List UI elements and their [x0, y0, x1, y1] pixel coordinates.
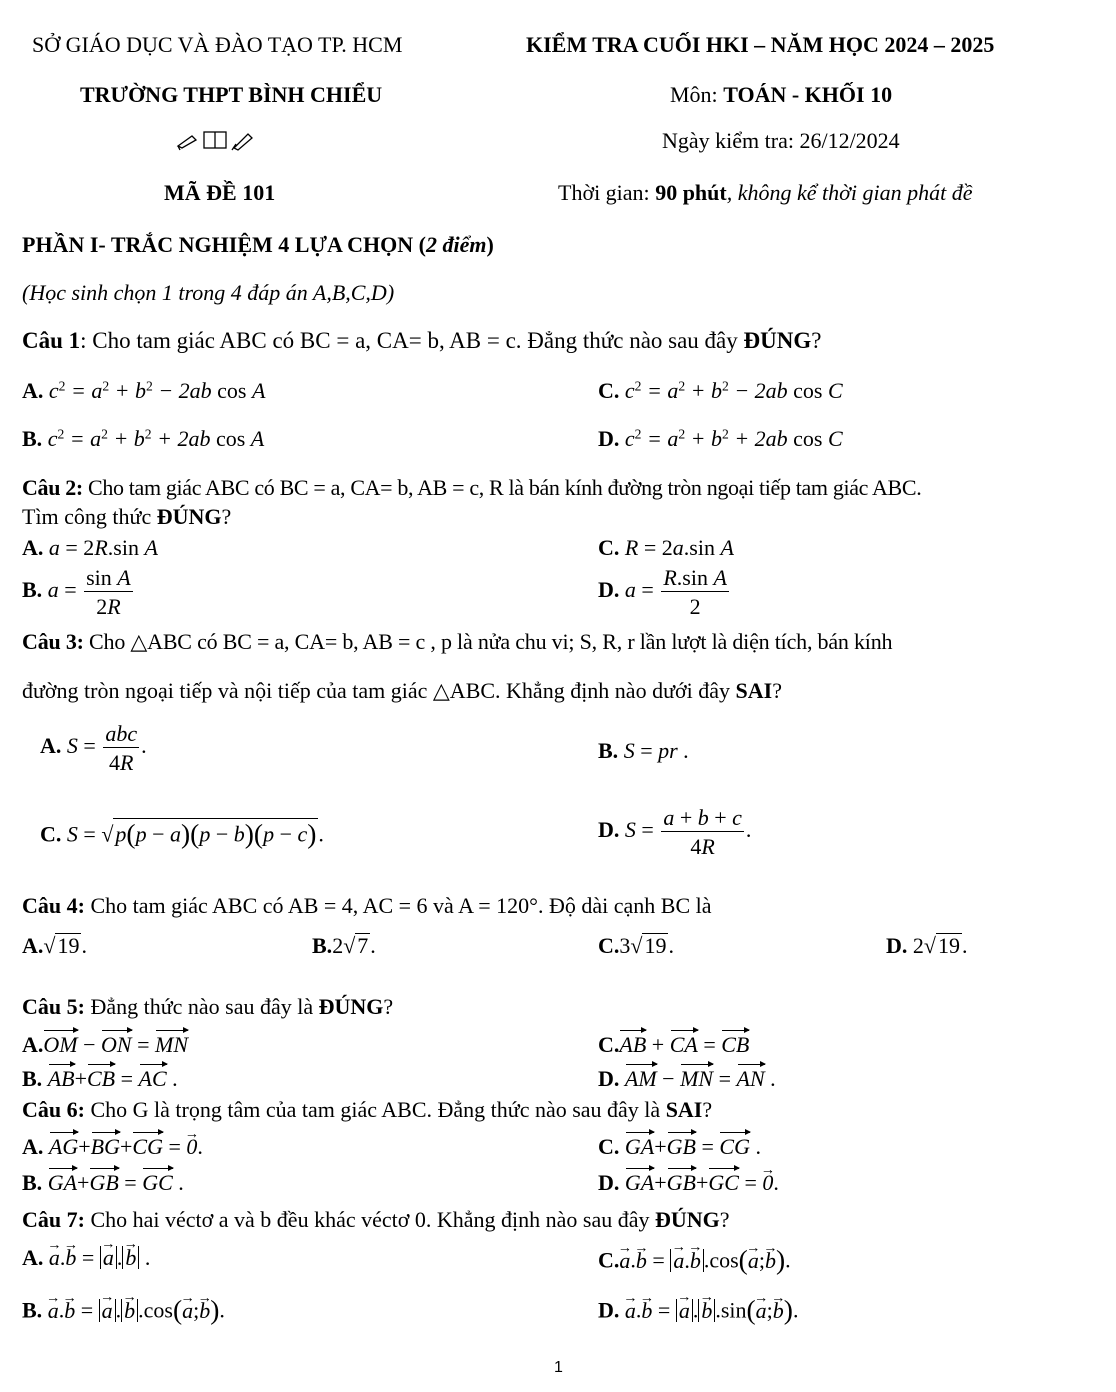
- q5-option-b: B. AB+CB = AC .: [22, 1066, 178, 1091]
- q7-option-d: D. → a.→ b = → a .→ b .sin(→ a;→ b).: [598, 1296, 798, 1324]
- q7-end: ?: [719, 1207, 730, 1232]
- subject-label: Môn:: [670, 82, 724, 107]
- question-7: [22, 1209, 730, 1231]
- question-3: [22, 631, 892, 653]
- q3-end: ?: [772, 678, 782, 703]
- q6-option-d: D. GA+GB+GC = → 0.: [598, 1172, 779, 1194]
- part1-title-close: ): [486, 232, 494, 257]
- question-4: [22, 895, 712, 917]
- q5-b-label: B.: [22, 1066, 43, 1091]
- q3-text1: Cho △ABC có BC = a, CA= b, AB = c , p là nửa chu vi; S, R, r lần lượt là diện tích, bán kính: [83, 629, 893, 654]
- q1-c-label: C.: [598, 378, 620, 403]
- q7-d-label: D.: [598, 1297, 620, 1323]
- q4-b-label: B.: [312, 933, 333, 958]
- question-1: [22, 329, 821, 352]
- q1-label: Câu 1: [22, 328, 81, 353]
- q2-line2: Tìm công thức: [22, 504, 157, 529]
- part1-points: 2 điểm: [425, 232, 487, 257]
- q5-emph: ĐÚNG: [318, 994, 384, 1019]
- question-2-line2: [22, 506, 231, 528]
- q7-a-label: A.: [22, 1245, 44, 1270]
- q2-label: Câu 2:: [22, 475, 83, 500]
- q2-d-label: D.: [598, 577, 620, 603]
- q3-option-c: C. S = √p(p − a)(p − b)(p − c).: [40, 818, 324, 849]
- q3-option-d: D. S = $\frac{a + b + c}{4R}$ .: [598, 805, 752, 860]
- q7-option-a: A. → a.→ b = → a .→ b .: [22, 1246, 150, 1269]
- department-name: SỞ GIÁO DỤC VÀ ĐÀO TẠO TP. HCM: [32, 32, 403, 57]
- question-6: [22, 1099, 712, 1121]
- q5-option-d: D. AM − MN = AN .: [598, 1066, 776, 1091]
- q6-c-label: C.: [598, 1134, 620, 1159]
- question-2: [22, 477, 921, 499]
- q7-option-c: C.→ a.→ b = → a.→ b .cos(→ a;→ b).: [598, 1246, 791, 1274]
- q4-option-d: D. 2√19.: [886, 933, 968, 958]
- q4-text: Cho tam giác ABC có AB = 4, AC = 6 và A = 120°. Độ dài cạnh BC là: [84, 893, 712, 918]
- q4-d-label: D.: [886, 933, 908, 958]
- q2-emph: ĐÚNG: [156, 504, 222, 529]
- q6-text: Cho G là trọng tâm của tam giác ABC. Đẳng thức nào sau đây là: [84, 1097, 666, 1122]
- q2-text: Cho tam giác ABC có BC = a, CA= b, AB = c, R là bán kính đường tròn ngoại tiếp tam giác ABC.: [82, 475, 922, 500]
- q3-d-label: D.: [598, 817, 620, 843]
- q6-emph: SAI: [665, 1097, 703, 1122]
- q2-end: ?: [221, 504, 232, 529]
- book-pen-icon: [176, 128, 256, 152]
- q2-c-label: C.: [598, 535, 620, 560]
- q6-a-label: A.: [22, 1134, 44, 1159]
- q4-option-c: C.3√19.: [598, 933, 674, 958]
- time-label: Thời gian:: [558, 180, 656, 205]
- q3-option-b: B. S = pr .: [598, 738, 689, 763]
- q4-a-label: A.: [22, 933, 44, 958]
- q3-text2: đường tròn ngoại tiếp và nội tiếp của tam giác △ABC. Khẳng định nào dưới đây: [22, 678, 736, 703]
- q2-option-c: C. R = 2a.sin A: [598, 535, 734, 560]
- exam-title: KIỂM TRA CUỐI HKI – NĂM HỌC 2024 – 2025: [526, 32, 995, 57]
- q1-emph: ĐÚNG: [743, 328, 812, 353]
- part1-title-text: PHẦN I- TRẮC NGHIỆM 4 LỰA CHỌN (: [22, 232, 426, 257]
- question-3-line2: [22, 680, 782, 702]
- q3-label: Câu 3:: [22, 629, 84, 654]
- q7-text: Cho hai véctơ a và b đều khác véctơ 0. Khẳng định nào sau đây: [84, 1207, 655, 1232]
- question-5: [22, 996, 393, 1018]
- q2-a-label: A.: [22, 535, 44, 560]
- q5-label: Câu 5:: [22, 994, 85, 1019]
- time-note: , không kể thời gian phát đề: [726, 180, 973, 205]
- q4-label: Câu 4:: [22, 893, 85, 918]
- q1-option-b: B. $c^2 = a^2 + b^2 + 2ab$ cos A: [22, 426, 265, 451]
- q4-c-label: C.: [598, 933, 620, 958]
- q2-b-label: B.: [22, 577, 43, 603]
- q5-option-a: A.OM − ON = MN: [22, 1032, 189, 1057]
- q2-option-d: D. a = $\frac{\text{R.sin A}}{2}$: [598, 565, 727, 620]
- q3-b-label: B.: [598, 738, 619, 763]
- q4-option-b: B.2√7.: [312, 933, 376, 958]
- q7-label: Câu 7:: [22, 1207, 85, 1232]
- q6-b-label: B.: [22, 1170, 43, 1195]
- q6-end: ?: [702, 1097, 713, 1122]
- q5-a-label: A.: [22, 1032, 44, 1057]
- q1-option-d: D. $c^2 = a^2 + b^2 + 2ab$ cos C: [598, 426, 843, 451]
- q1-a-label: A.: [22, 378, 44, 403]
- q3-emph: SAI: [735, 678, 773, 703]
- q5-text: Đẳng thức nào sau đây là: [84, 994, 319, 1019]
- page-number: 1: [554, 1359, 563, 1376]
- q5-end: ?: [383, 994, 394, 1019]
- q1-option-c: C. $c^2 = a^2 + b^2 - 2ab$ cos C: [598, 378, 843, 403]
- q7-c-label: C.: [598, 1247, 620, 1273]
- q5-c-label: C.: [598, 1032, 620, 1057]
- q7-b-label: B.: [22, 1297, 43, 1323]
- subject-line: [670, 84, 892, 106]
- q7-option-b: B. → a.→ b = → a .→ b .cos(→ a;→ b).: [22, 1296, 225, 1324]
- exam-code: MÃ ĐỀ 101: [164, 180, 276, 205]
- q5-option-c: C.AB + CA = CB: [598, 1032, 750, 1057]
- school-name: TRƯỜNG THPT BÌNH CHIỂU: [80, 82, 383, 107]
- q6-option-c: C. GA+GB = CG .: [598, 1134, 761, 1159]
- q3-a-label: A.: [40, 733, 62, 759]
- q6-d-label: D.: [598, 1170, 620, 1195]
- q2-option-a: A. a = 2R.sin A: [22, 535, 158, 560]
- q7-emph: ĐÚNG: [655, 1207, 720, 1232]
- q3-option-a: A. S = $\frac{\text{abc}}{4R}$ .: [40, 721, 147, 776]
- q6-option-a: A. AG+BG+CG = → 0.: [22, 1136, 203, 1158]
- q5-d-label: D.: [598, 1066, 620, 1091]
- q3-c-label: C.: [40, 821, 62, 847]
- q2-option-b: B. a = $\frac{\text{sin A}}{2R}$: [22, 565, 131, 620]
- q1-option-a: A. $c^2 = a^2 + b^2 - 2ab$ cos A: [22, 378, 266, 403]
- q1-b-label: B.: [22, 426, 43, 451]
- part1-title: [22, 234, 494, 256]
- q1-d-label: D.: [598, 426, 620, 451]
- q4-option-a: A.√19.: [22, 933, 87, 958]
- q1-text: : Cho tam giác ABC có BC = a, CA= b, AB = c. Đẳng thức nào sau đây: [80, 328, 744, 353]
- time-value: 90 phút: [655, 180, 727, 205]
- decorative-icons: [176, 128, 256, 156]
- q6-option-b: B. GA+GB = GC .: [22, 1170, 184, 1195]
- q6-label: Câu 6:: [22, 1097, 85, 1122]
- subject-value: TOÁN - KHỐI 10: [723, 82, 893, 107]
- part1-instruction: (Học sinh chọn 1 trong 4 đáp án A,B,C,D): [22, 280, 395, 305]
- exam-duration: [558, 182, 972, 204]
- exam-date: Ngày kiểm tra: 26/12/2024: [662, 128, 900, 153]
- q1-end: ?: [811, 328, 822, 353]
